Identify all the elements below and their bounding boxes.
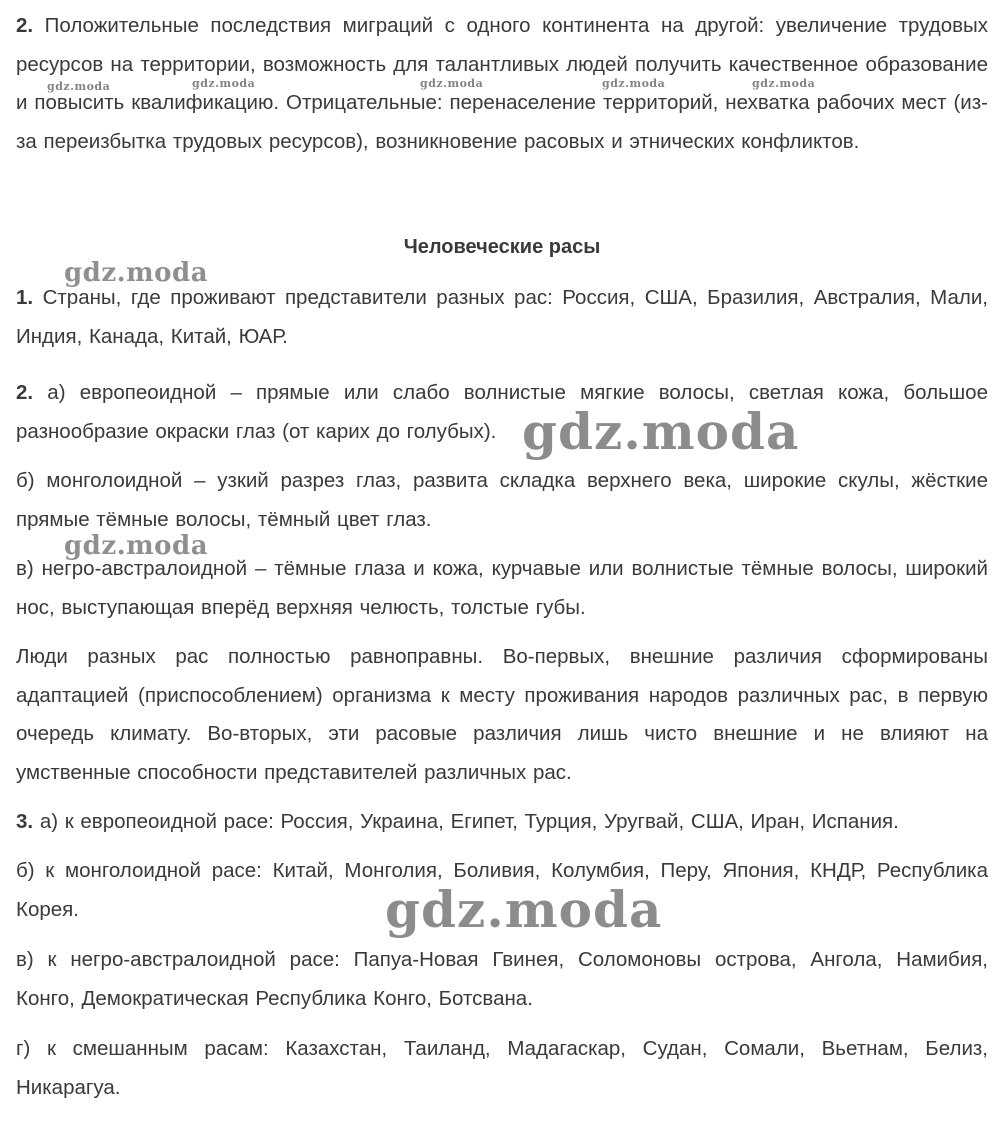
watermark: gdz.moda (192, 77, 256, 90)
answer-q3-b: б) к монголоидной расе: Китай, Монголия, Боливия, Колумбия, Перу, Япония, КНДР, Республика Корея. (16, 859, 988, 921)
answer-q2-b: б) монголоидной – узкий разрез глаз, развита складка верхнего века, широкие скулы, жёсткие прямые тёмные волосы, тёмный цвет глаз. (16, 469, 988, 531)
answer-number: 2. (16, 14, 34, 37)
watermark: gdz.moda (602, 77, 666, 90)
watermark: gdz.moda (522, 402, 800, 461)
watermark: gdz.moda (752, 77, 816, 90)
answer-text: Страны, где проживают представители разных рас: Россия, США, Бразилия, Австралия, Мали, Индия, Канада, Китай, ЮАР. (16, 286, 988, 348)
answer-q3-c: в) к негро-австралоидной расе: Папуа-Новая Гвинея, Соломоновы острова, Ангола, Намибия, Конго, Демократическая Республика Конго, Ботсвана. (16, 948, 988, 1010)
migration-answer (16, 7, 988, 161)
answer-q2-summary: Люди разных рас полностью равноправны. Во-первых, внешние различия сформированы адаптацией (приспособлением) организма к месту проживания народов различных рас, в первую очередь климату. Во-вторых, эти расовые различия лишь чисто внешние и не влияют на умственные способности представителей различных рас. (16, 645, 988, 784)
answer-q2-c: в) негро-австралоидной – тёмные глаза и кожа, курчавые или волнистые тёмные волосы, широкий нос, выступающая вперёд верхняя челюсть, толстые губы. (16, 557, 988, 619)
answer-text: а) европеоидной – прямые или слабо волнистые мягкие волосы, светлая кожа, большое разнообразие окраски глаз (от карих до голубых). (16, 381, 988, 443)
answer-q3-a (16, 803, 988, 842)
answer-number: 1. (16, 286, 34, 309)
watermark: gdz.moda (385, 880, 663, 939)
answer-q1 (16, 279, 988, 356)
answer-number: 3. (16, 810, 34, 833)
answer-text: а) к европеоидной расе: Россия, Украина, Египет, Турция, Уругвай, США, Иран, Испания. (39, 810, 899, 833)
section-title: Человеческие расы (403, 236, 601, 258)
answer-q3-d: г) к смешанным расам: Казахстан, Таиланд, Мадагаскар, Судан, Сомали, Вьетнам, Белиз, Никарагуа. (16, 1037, 988, 1099)
answer-q2-a (16, 374, 988, 451)
watermark: gdz.moda (47, 80, 111, 93)
watermark: gdz.moda (64, 258, 209, 288)
answer-number: 2. (16, 381, 34, 404)
watermark: gdz.moda (64, 531, 209, 561)
watermark: gdz.moda (420, 77, 484, 90)
answer-text: Положительные последствия миграций с одного континента на другой: увеличение трудовых ресурсов на территории, возможность для талантливых людей получить качественное образование и повысить квалификацию. Отрицательные: перенаселение территорий, нехватка рабочих мест (из-за переизбытка трудовых ресурсов), возникновение расовых и этнических конфликтов. (16, 14, 988, 153)
